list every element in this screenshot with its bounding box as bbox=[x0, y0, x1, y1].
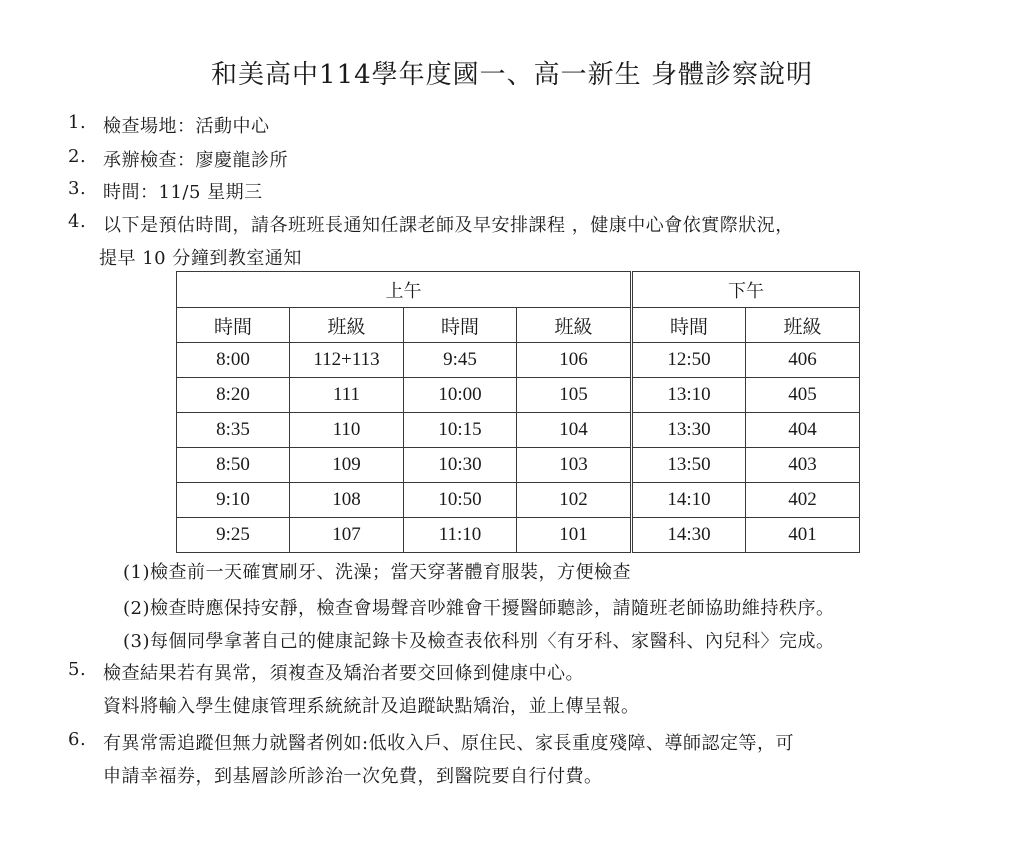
table-cell: 8:35 bbox=[177, 413, 290, 448]
col-header-class: 班級 bbox=[290, 308, 404, 343]
table-cell: 103 bbox=[517, 448, 632, 483]
col-header-time: 時間 bbox=[177, 308, 290, 343]
table-cell: 9:25 bbox=[177, 518, 290, 553]
table-cell: 109 bbox=[290, 448, 404, 483]
table-cell: 8:50 bbox=[177, 448, 290, 483]
table-cell: 401 bbox=[746, 518, 860, 553]
table-cell: 10:15 bbox=[404, 413, 517, 448]
col-header-class: 班級 bbox=[517, 308, 632, 343]
table-cell: 405 bbox=[746, 378, 860, 413]
table-cell: 402 bbox=[746, 483, 860, 518]
table-row bbox=[177, 343, 860, 378]
table-cell: 108 bbox=[290, 483, 404, 518]
item-2-text: 承辦檢查：廖慶龍診所 bbox=[103, 150, 288, 171]
table-cell: 10:00 bbox=[404, 378, 517, 413]
table-cell: 11:10 bbox=[404, 518, 517, 553]
note-2: (2)檢查時應保持安靜，檢查會場聲音吵雜會干擾醫師聽診，請隨班老師協助維持秩序。 bbox=[123, 598, 835, 619]
item-1-number: 1. bbox=[68, 112, 87, 133]
table-cell: 403 bbox=[746, 448, 860, 483]
header-afternoon: 下午 bbox=[632, 272, 860, 308]
item-2-number: 2. bbox=[68, 146, 87, 167]
item-4-text: 以下是預估時間，請各班班長通知任課老師及早安排課程 ，健康中心會依實際狀況， bbox=[103, 215, 794, 236]
table-cell: 10:30 bbox=[404, 448, 517, 483]
table-cell: 104 bbox=[517, 413, 632, 448]
item-6-text: 有異常需追蹤但無力就醫者例如:低收入戶、原住民、家長重度殘障、導師認定等，可 bbox=[103, 733, 795, 754]
table-cell: 110 bbox=[290, 413, 404, 448]
item-4-number: 4. bbox=[68, 211, 87, 232]
item-4-continuation: 提早 10 分鐘到教室通知 bbox=[99, 248, 302, 269]
table-cell: 14:30 bbox=[632, 518, 746, 553]
table-cell: 13:30 bbox=[632, 413, 746, 448]
table-cell: 13:10 bbox=[632, 378, 746, 413]
table-cell: 102 bbox=[517, 483, 632, 518]
table-cell: 14:10 bbox=[632, 483, 746, 518]
table-row bbox=[177, 448, 860, 483]
table-cell: 8:00 bbox=[177, 343, 290, 378]
table-row bbox=[177, 378, 860, 413]
page-title: 和美高中114學年度國一、高一新生 身體診察說明 bbox=[211, 60, 813, 90]
table-cell: 111 bbox=[290, 378, 404, 413]
table-row bbox=[177, 518, 860, 553]
item-3-number: 3. bbox=[68, 178, 87, 199]
table-cell: 13:50 bbox=[632, 448, 746, 483]
table-cell: 404 bbox=[746, 413, 860, 448]
table-cell: 12:50 bbox=[632, 343, 746, 378]
table-cell: 406 bbox=[746, 343, 860, 378]
table-cell: 112+113 bbox=[290, 343, 404, 378]
col-header-time: 時間 bbox=[632, 308, 746, 343]
table-cell: 8:20 bbox=[177, 378, 290, 413]
note-3: (3)每個同學拿著自己的健康記錄卡及檢查表依科別〈有牙科、家醫科、內兒科〉完成。 bbox=[123, 631, 835, 652]
item-5-text: 檢查結果若有異常，須複查及矯治者要交回條到健康中心。 bbox=[103, 663, 584, 684]
item-6-continuation: 申請幸福券，到基層診所診治一次免費，到醫院要自行付費。 bbox=[103, 766, 603, 787]
table-cell: 9:10 bbox=[177, 483, 290, 518]
table-cell: 106 bbox=[517, 343, 632, 378]
item-1-text: 檢查場地：活動中心 bbox=[103, 116, 270, 137]
schedule-table bbox=[176, 271, 860, 553]
table-cell: 10:50 bbox=[404, 483, 517, 518]
note-1: (1)檢查前一天確實刷牙、洗澡；當天穿著體育服裝，方便檢查 bbox=[123, 562, 631, 583]
item-5-continuation: 資料將輸入學生健康管理系統統計及追蹤缺點矯治，並上傳呈報。 bbox=[103, 696, 640, 717]
header-morning: 上午 bbox=[177, 272, 632, 308]
table-row bbox=[177, 483, 860, 518]
table-cell: 105 bbox=[517, 378, 632, 413]
col-header-time: 時間 bbox=[404, 308, 517, 343]
item-5-number: 5. bbox=[68, 659, 87, 680]
table-cell: 9:45 bbox=[404, 343, 517, 378]
item-3-text: 時間：11/5 星期三 bbox=[103, 182, 263, 203]
col-header-class: 班級 bbox=[746, 308, 860, 343]
table-cell: 101 bbox=[517, 518, 632, 553]
table-row bbox=[177, 413, 860, 448]
item-6-number: 6. bbox=[68, 729, 87, 750]
table-cell: 107 bbox=[290, 518, 404, 553]
